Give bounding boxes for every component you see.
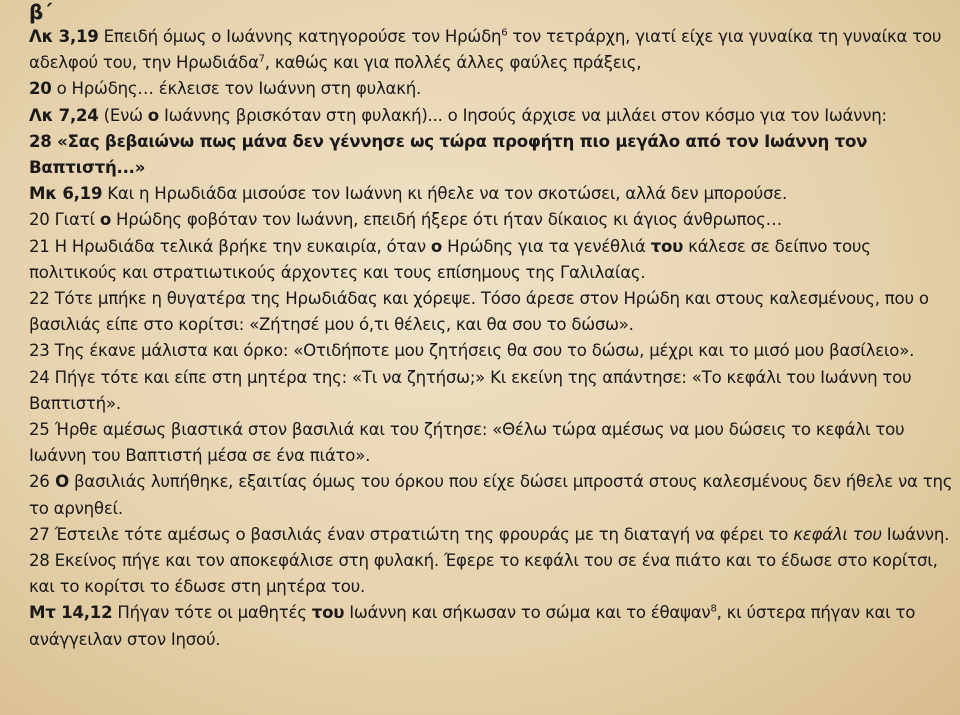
emphasis-word: ο xyxy=(99,210,111,230)
passage-text: Ηρώδης για τα γενέθλιά xyxy=(442,236,651,256)
verse-20 xyxy=(29,207,954,233)
passage-text: , καθώς και για πολλές άλλες φαύλες πράξεις, xyxy=(264,53,642,73)
footnote-marker: 6 xyxy=(501,27,508,39)
verse-text: 28 «Σας βεβαιώνω πως μάνα δεν γέννησε ως τώρα προφήτη πιο μεγάλο από τον Ιωάννη τον Βαπτιστή...» xyxy=(29,131,868,178)
passage-text: ο Ηρώδης… έκλεισε τον Ιωάννη στη φυλακή. xyxy=(51,79,422,99)
verse-ref: Μκ 6,19 xyxy=(29,184,103,204)
verse-number: 25 xyxy=(29,420,50,440)
passage-text: Ηρώδης φοβόταν τον Ιωάννη, επειδή ήξερε ότι ήταν δίκαιος κι άγιος άνθρωπος… xyxy=(110,210,782,230)
verse-23 xyxy=(29,338,954,364)
passage-text: Τότε μπήκε η θυγατέρα της Ηρωδιάδας και χόρεψε. Τόσο άρεσε στον Ηρώδη και στους καλεσμένους, που ο βασιλιάς είπε στο κορίτσι: «Ζήτησέ μου ό,τι θέλεις, και θα σου το δώσω». xyxy=(29,289,929,335)
passage-luke-7-28 xyxy=(29,129,954,181)
emphasis-word: του xyxy=(650,236,684,256)
passage-matt-14 xyxy=(29,600,954,652)
emphasis-word: ο xyxy=(147,105,159,125)
footnote-marker: 8 xyxy=(710,603,717,615)
passage-text: Ιωάννη. xyxy=(881,524,950,544)
verse-28 xyxy=(29,548,954,600)
passage-text: Πήγαν τότε οι μαθητές xyxy=(112,603,312,623)
verse-number: 20 xyxy=(29,210,50,230)
passage-text: Εκείνος πήγε και τον αποκεφάλισε στη φυλακή. Έφερε το κεφάλι του σε ένα πιάτο και το έδωσε στο κορίτσι, και το κορίτσι το έδωσε στη μητέρα του. xyxy=(29,551,938,597)
passage-text: Πήγε τότε και είπε στη μητέρα της: «Τι να ζητήσω;» Κι εκείνη της απάντησε: «Το κεφάλι του Ιωάννη του Βαπτιστή». xyxy=(29,367,912,413)
verse-number: 23 xyxy=(29,341,50,361)
verse-number: 24 xyxy=(29,367,50,387)
verse-number: 20 xyxy=(29,79,52,99)
passage-text: Και η Ηρωδιάδα μισούσε τον Ιωάννη κι ήθελε να τον σκοτώσει, αλλά δεν μπορούσε. xyxy=(102,184,787,204)
passage-text: Ιωάννης βρισκόταν στη φυλακή)... ο Ιησούς άρχισε να μιλάει στον κόσμο για τον Ιωάννη: xyxy=(158,105,887,125)
italic-phrase: κεφάλι του xyxy=(793,524,882,544)
passage-text: Έστειλε τότε αμέσως ο βασιλιάς έναν στρατιώτη της φρουράς με τη διαταγή να φέρει το xyxy=(49,524,794,544)
emphasis-word: του xyxy=(311,603,345,623)
verse-24 xyxy=(29,365,954,417)
passage-text: βασιλιάς λυπήθηκε, εξαιτίας όμως του όρκου που είχε δώσει μπροστά στους καλεσμένους δεν ήθελε να της το αρνηθεί. xyxy=(29,472,953,518)
footnote-marker: 7 xyxy=(258,53,265,65)
verse-27 xyxy=(29,522,954,548)
verse-number: 21 xyxy=(29,236,50,256)
passage-text: Επειδή όμως ο Ιωάννης κατηγορούσε τον Ηρώδη xyxy=(98,27,502,46)
passage-text: τον τετράρχη, γιατί είχε για γυναίκα τη γυναίκα του αδελφού του, την Ηρωδιάδα xyxy=(29,27,942,73)
passage-text: Ιωάννη και σήκωσαν το σώμα και το έθαψαν xyxy=(344,603,711,623)
emphasis-word: Ο xyxy=(49,472,70,492)
verse-number: 22 xyxy=(29,289,50,309)
verse-ref: Μτ 14,12 xyxy=(29,603,113,623)
scripture-text xyxy=(29,24,954,653)
passage-text: Ήρθε αμέσως βιαστικά στον βασιλιά και του ζήτησε: «Θέλω τώρα αμέσως να μου δώσεις το κεφάλι του Ιωάννη του Βαπτιστή μέσα σε ένα πιάτο». xyxy=(29,420,905,466)
passage-text: κάλεσε σε δείπνο τους πολιτικούς και στρατιωτικούς άρχοντες και τους επίσημους της Γαλιλαίας. xyxy=(29,236,871,282)
passage-text: Η Ηρωδιάδα τελικά βρήκε την ευκαιρία, όταν xyxy=(49,236,431,256)
passage-mark-6-19 xyxy=(29,181,954,207)
passage-text: (Ενώ xyxy=(98,105,148,125)
verse-21 xyxy=(29,234,954,286)
verse-number: 26 xyxy=(29,472,50,492)
passage-text: Γιατί xyxy=(49,210,100,230)
verse-22 xyxy=(29,286,954,338)
verse-26 xyxy=(29,469,954,521)
passage-text: , κι ύστερα πήγαν και το ανάγγειλαν στον Ιησού. xyxy=(29,603,916,649)
passage-luke-3 xyxy=(29,24,954,103)
verse-number: 27 xyxy=(29,524,50,544)
verse-ref: Λκ 7,24 xyxy=(29,105,99,125)
passage-luke-7 xyxy=(29,103,954,129)
verse-25 xyxy=(29,417,954,469)
emphasis-word: ο xyxy=(430,236,443,256)
verse-number: 28 xyxy=(29,551,50,571)
passage-text: Της έκανε μάλιστα και όρκο: «Οτιδήποτε μου ζητήσεις θα σου το δώσω, μέχρι και το μισό μου βασίλειο». xyxy=(49,341,915,361)
slide-heading: β΄ xyxy=(29,0,53,24)
verse-ref: Λκ 3,19 xyxy=(29,27,99,46)
